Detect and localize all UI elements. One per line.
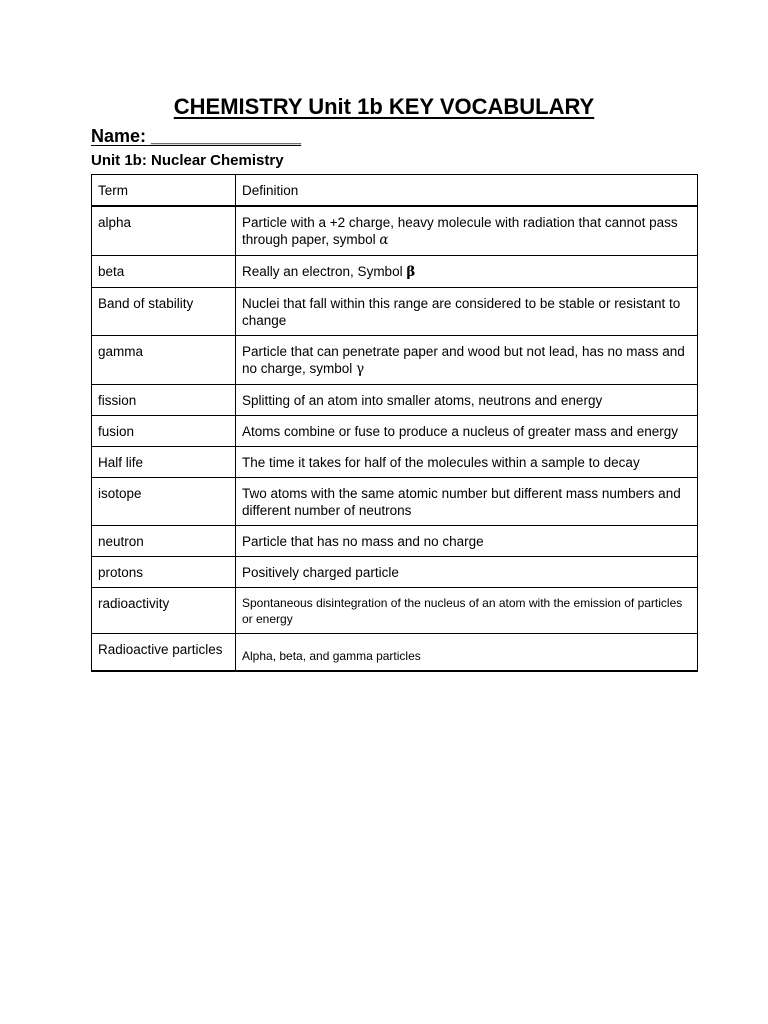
table-row xyxy=(92,588,698,634)
beta-symbol: β xyxy=(406,264,416,280)
table-row xyxy=(92,416,698,447)
table-row xyxy=(92,288,698,336)
term-cell: radioactivity xyxy=(92,588,236,634)
header-definition: Definition xyxy=(236,175,698,207)
table-row xyxy=(92,206,698,256)
table-row xyxy=(92,478,698,526)
table-row xyxy=(92,385,698,416)
definition-cell: Nuclei that fall within this range are considered to be stable or resistant to change xyxy=(236,288,698,336)
definition-text: Particle that can penetrate paper and wood but not lead, has no mass and no charge, symbol xyxy=(242,344,685,376)
term-cell: beta xyxy=(92,256,236,288)
name-blank: _______________ xyxy=(146,126,302,146)
alpha-symbol: α xyxy=(379,232,389,248)
gamma-symbol: γ xyxy=(356,361,365,377)
definition-cell: Two atoms with the same atomic number but different mass numbers and different number of neutrons xyxy=(236,478,698,526)
definition-cell: Atoms combine or fuse to produce a nucleus of greater mass and energy xyxy=(236,416,698,447)
term-cell: gamma xyxy=(92,336,236,385)
definition-text: Really an electron, Symbol xyxy=(242,264,407,279)
term-cell: fusion xyxy=(92,416,236,447)
definition-cell xyxy=(236,206,698,256)
table-header-row xyxy=(92,175,698,207)
term-cell: protons xyxy=(92,557,236,588)
term-cell: Half life xyxy=(92,447,236,478)
definition-cell xyxy=(236,336,698,385)
definition-cell xyxy=(236,256,698,288)
definition-cell: Particle that has no mass and no charge xyxy=(236,526,698,557)
header-term: Term xyxy=(92,175,236,207)
definition-text: Particle with a +2 charge, heavy molecule with radiation that cannot pass through paper, symbol xyxy=(242,215,678,247)
term-cell: Radioactive particles xyxy=(92,634,236,672)
table-row xyxy=(92,557,698,588)
unit-heading: Unit 1b: Nuclear Chemistry xyxy=(91,152,284,169)
definition-cell: Alpha, beta, and gamma particles xyxy=(236,634,698,672)
term-cell: neutron xyxy=(92,526,236,557)
page-title: CHEMISTRY Unit 1b KEY VOCABULARY xyxy=(173,94,595,119)
term-cell: Band of stability xyxy=(92,288,236,336)
table-row xyxy=(92,526,698,557)
definition-cell: Spontaneous disintegration of the nucleus of an atom with the emission of particles or energy xyxy=(236,588,698,634)
table-row xyxy=(92,447,698,478)
table-row xyxy=(92,634,698,672)
name-field xyxy=(91,125,301,147)
term-cell: alpha xyxy=(92,206,236,256)
definition-cell: Splitting of an atom into smaller atoms, neutrons and energy xyxy=(236,385,698,416)
term-cell: isotope xyxy=(92,478,236,526)
table-row xyxy=(92,336,698,385)
table-row xyxy=(92,256,698,288)
name-label: Name: xyxy=(91,126,147,146)
definition-cell: Positively charged particle xyxy=(236,557,698,588)
vocabulary-table xyxy=(91,174,698,672)
term-cell: fission xyxy=(92,385,236,416)
definition-cell: The time it takes for half of the molecules within a sample to decay xyxy=(236,447,698,478)
